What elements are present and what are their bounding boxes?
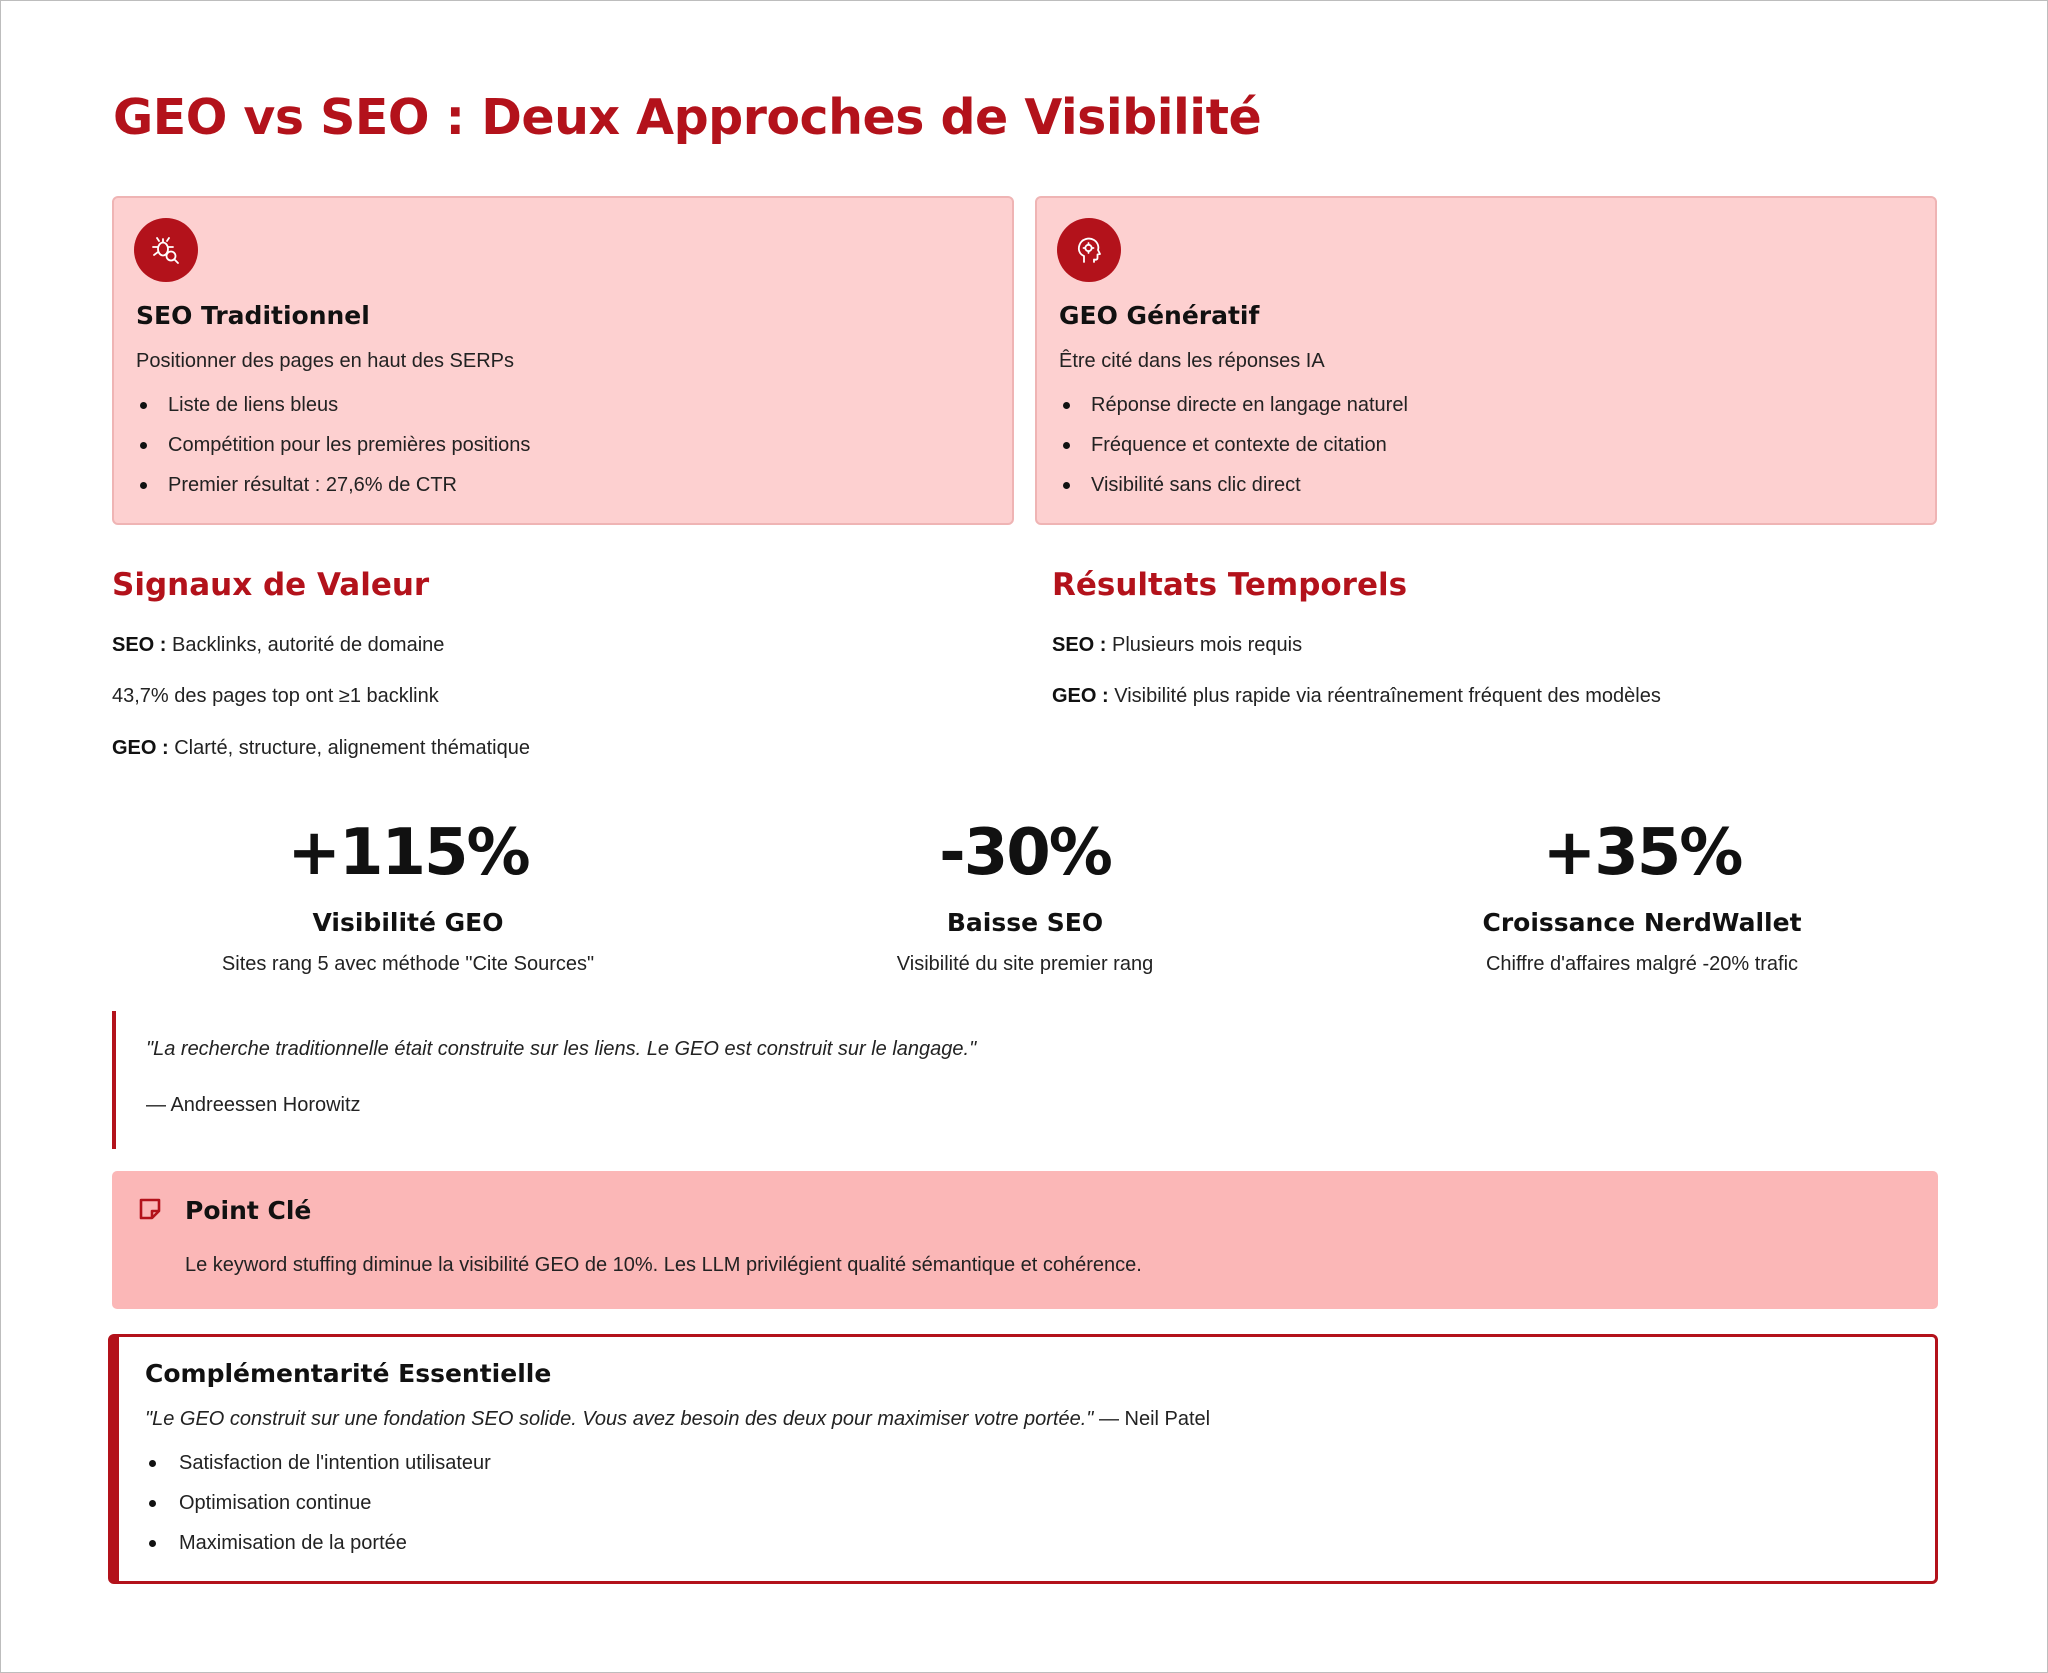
stat-nerdwallet <box>1332 809 1952 976</box>
stat-seo-drop <box>715 809 1335 976</box>
list-item: Maximisation de la portée <box>145 1530 491 1570</box>
list-item: Liste de liens bleus <box>136 392 530 432</box>
key-point-title: Point Clé <box>185 1196 312 1225</box>
stat-label: Visibilité GEO <box>312 908 504 937</box>
card-subtitle: Être cité dans les réponses IA <box>1059 350 1325 372</box>
temporal-geo-line <box>1052 685 1661 708</box>
card-subtitle: Positionner des pages en haut des SERPs <box>136 350 515 372</box>
signals-stat-line: 43,7% des pages top ont ≥1 backlink <box>112 685 439 707</box>
seo-text: Plusieurs mois requis <box>1112 634 1303 656</box>
card-list <box>1059 392 1408 512</box>
complementarity-box <box>108 1334 1938 1584</box>
list-item: Réponse directe en langage naturel <box>1059 392 1408 432</box>
list-item: Premier résultat : 27,6% de CTR <box>136 472 530 512</box>
geo-text: Visibilité plus rapide via réentraînement fréquent des modèles <box>1114 685 1661 707</box>
complementarity-title: Complémentarité Essentielle <box>145 1359 552 1388</box>
ai-head-icon <box>1057 218 1121 282</box>
card-list <box>136 392 530 512</box>
seo-label: SEO : <box>1052 634 1107 656</box>
stat-value: +35% <box>1542 816 1742 890</box>
quote-text: "La recherche traditionnelle était construite sur les liens. Le GEO est construit sur le langage." <box>146 1038 977 1060</box>
signals-heading: Signaux de Valeur <box>112 567 430 603</box>
stat-desc: Sites rang 5 avec méthode "Cite Sources" <box>221 953 595 975</box>
stat-value: +115% <box>287 816 529 890</box>
signals-geo-line <box>112 737 530 760</box>
seo-text: Backlinks, autorité de domaine <box>172 634 445 656</box>
list-item: Satisfaction de l'intention utilisateur <box>145 1450 491 1490</box>
note-icon <box>138 1197 162 1226</box>
stat-desc: Chiffre d'affaires malgré -20% trafic <box>1485 953 1799 975</box>
stat-label: Baisse SEO <box>946 908 1104 937</box>
geo-label: GEO : <box>1052 685 1109 707</box>
bug-search-icon <box>134 218 198 282</box>
page-title: GEO vs SEO : Deux Approches de Visibilité <box>113 89 1262 146</box>
list-item: Optimisation continue <box>145 1490 491 1530</box>
stat-geo-visibility <box>98 809 718 976</box>
key-point-text: Le keyword stuffing diminue la visibilité GEO de 10%. Les LLM privilégient qualité sémantique et cohérence. <box>185 1254 1142 1276</box>
card-title: GEO Génératif <box>1059 301 1260 330</box>
complementarity-quote-line <box>145 1408 1210 1431</box>
signals-seo-line <box>112 634 444 657</box>
stat-label: Croissance NerdWallet <box>1482 908 1802 937</box>
quote-block <box>112 1011 1112 1149</box>
geo-text: Clarté, structure, alignement thématique <box>174 737 530 759</box>
list-item: Fréquence et contexte de citation <box>1059 432 1408 472</box>
list-item: Compétition pour les premières positions <box>136 432 530 472</box>
complementarity-quote: "Le GEO construit sur une fondation SEO solide. Vous avez besoin des deux pour maximiser votre portée." <box>145 1408 1094 1430</box>
key-point-box <box>112 1171 1938 1309</box>
temporal-heading: Résultats Temporels <box>1052 567 1408 603</box>
stat-value: -30% <box>939 816 1111 890</box>
temporal-seo-line <box>1052 634 1302 657</box>
stat-desc: Visibilité du site premier rang <box>896 953 1154 975</box>
card-title: SEO Traditionnel <box>136 301 370 330</box>
quote-author: — Andreessen Horowitz <box>146 1094 361 1116</box>
seo-card <box>112 196 1014 525</box>
complementarity-author: — Neil Patel <box>1093 1408 1211 1430</box>
geo-card <box>1035 196 1937 525</box>
complementarity-list <box>145 1450 491 1570</box>
seo-label: SEO : <box>112 634 167 656</box>
list-item: Visibilité sans clic direct <box>1059 472 1408 512</box>
geo-label: GEO : <box>112 737 169 759</box>
